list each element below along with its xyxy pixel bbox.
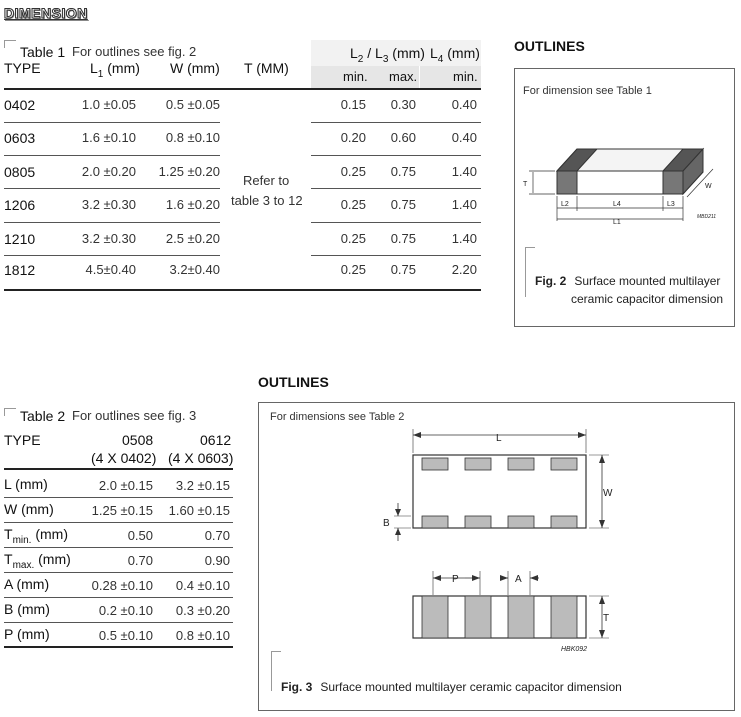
table2-row-name: B (mm) <box>4 601 50 617</box>
table1-header-max: max. <box>389 69 418 84</box>
fig2-label-t: T <box>523 181 528 188</box>
table1-header-t: T (MM) <box>244 60 289 76</box>
table1-cell-l2min: 0.25 <box>340 197 366 212</box>
table1-cell-w: 0.8 ±0.10 <box>165 130 220 145</box>
fig3-label-b: B <box>383 518 390 529</box>
table1-row-rule <box>4 222 220 223</box>
outlines1-title: OUTLINES <box>514 38 585 54</box>
table1-cell-type: 0402 <box>4 97 36 113</box>
fig2-label-w: W <box>705 183 712 190</box>
table2-row-rule <box>4 522 233 523</box>
table2-note: For outlines see fig. 3 <box>72 408 197 423</box>
page-heading: DIMENSION <box>4 5 88 21</box>
table1-cell-type: 1812 <box>4 262 36 278</box>
table1-row-rule <box>4 188 220 189</box>
table2-cell-v2: 0.3 ±0.20 <box>175 603 230 618</box>
table1-header-l2l3: $L_2 / L_3$ (mm) <box>350 45 425 65</box>
table2-header-col2-1: 0612 <box>200 432 232 448</box>
table1-cell-type: 0603 <box>4 130 36 146</box>
table2-header-col1-2: (4 X 0402) <box>91 450 157 466</box>
table1-row-rule <box>311 255 481 256</box>
fig2-bracket <box>525 247 535 297</box>
table1-cell-l2min: 0.25 <box>340 231 366 246</box>
table1-row-rule <box>311 122 481 123</box>
table1-cell-l2min: 0.25 <box>340 164 366 179</box>
table2-cell-v2: 0.4 ±0.10 <box>175 578 230 593</box>
fig2-caption-text-1: Surface mounted multilayer <box>574 274 721 288</box>
table1-header-type: TYPE <box>4 60 41 76</box>
fig3-label-p: P <box>452 574 459 585</box>
table1-header-min: min. <box>343 69 368 84</box>
table1-header-rule <box>4 88 481 90</box>
fig3-note: For dimensions see Table 2 <box>270 411 405 423</box>
table1-cell-l2max: 0.30 <box>390 97 416 112</box>
fig3-label-a: A <box>515 574 522 585</box>
table1-row-rule <box>4 155 220 156</box>
table1-cell-l2min: 0.15 <box>340 97 366 112</box>
fig3-label-w: W <box>603 488 613 499</box>
fig3-bracket <box>271 651 281 691</box>
table1-row-rule <box>311 188 481 189</box>
table1-cell-l1: 3.2 ±0.30 <box>81 231 136 246</box>
table1-bottom-rule <box>4 289 481 291</box>
table1-cell-w: 1.6 ±0.20 <box>165 197 220 212</box>
table1-cell-l2max: 0.75 <box>390 231 416 246</box>
table1-cell-l2max: 0.60 <box>390 130 416 145</box>
table1-cell-type: 1210 <box>4 231 36 247</box>
table1-cell-l2max: 0.75 <box>390 197 416 212</box>
table2-cell-v2: 0.90 <box>204 553 230 568</box>
table2-cell-v2: 3.2 ±0.15 <box>175 478 230 493</box>
fig3-array-drawing <box>259 403 736 712</box>
table1-cell-type: 0805 <box>4 164 36 180</box>
table2-header-col2-2: (4 X 0603) <box>168 450 234 466</box>
table2-row-rule <box>4 497 233 498</box>
table1-cell-w: 0.5 ±0.05 <box>165 97 220 112</box>
table1-cell-l1: 1.6 ±0.10 <box>81 130 136 145</box>
table1-cell-l4min: 1.40 <box>451 231 477 246</box>
table1-cell-l2max: 0.75 <box>390 164 416 179</box>
fig3-box <box>258 402 735 711</box>
table1-cell-type: 1206 <box>4 197 36 213</box>
table2-row-rule <box>4 597 233 598</box>
fig2-label-l1: L1 <box>613 219 621 226</box>
fig2-box <box>514 68 735 327</box>
table2-row-name: P (mm) <box>4 626 50 642</box>
table2-row-rule <box>4 547 233 548</box>
fig2-label-l2: L2 <box>561 201 569 208</box>
table2-row-name: W (mm) <box>4 501 54 517</box>
outlines2-title: OUTLINES <box>258 374 329 390</box>
table2-cell-v1: 0.50 <box>127 528 153 543</box>
table2-cell-v1: 0.70 <box>127 553 153 568</box>
table1-cell-l2min: 0.20 <box>340 130 366 145</box>
fig2-caption-1 <box>535 274 720 288</box>
fig3-code: HBK092 <box>561 646 588 653</box>
table2-row-name: A (mm) <box>4 576 50 592</box>
table1-row-rule <box>311 222 481 223</box>
fig3-label: Fig. 3 <box>281 680 313 694</box>
table1-header-l4: $L_4$ (mm) <box>430 45 480 65</box>
fig2-capacitor-drawing <box>515 69 736 328</box>
table2-cell-v1: 0.2 ±0.10 <box>98 603 153 618</box>
table1-t-note-1: Refer to <box>243 173 290 188</box>
table1-header-l4min: min. <box>453 69 478 84</box>
table2-row-rule <box>4 572 233 573</box>
table1-cell-l2min: 0.25 <box>340 262 366 277</box>
fig3-label-t: T <box>603 613 610 624</box>
table2-cell-v2: 1.60 ±0.15 <box>168 503 230 518</box>
table2-row-rule <box>4 622 233 623</box>
table2-cell-v1: 1.25 ±0.15 <box>91 503 153 518</box>
fig2-code: MBD211 <box>697 214 717 220</box>
table2-cell-v2: 0.70 <box>204 528 230 543</box>
fig2-caption-2: ceramic capacitor dimension <box>571 292 724 306</box>
table1-row-rule <box>4 122 220 123</box>
table1-cell-l4min: 2.20 <box>451 262 477 277</box>
table1-cell-l4min: 0.40 <box>451 97 477 112</box>
fig3-label-l: L <box>496 433 502 444</box>
table1-cell-l1: 3.2 ±0.30 <box>81 197 136 212</box>
table1-cell-l1: 1.0 ±0.05 <box>81 97 136 112</box>
fig3-caption <box>281 680 622 694</box>
table1-header-l1: $L_1$ (mm) <box>90 60 140 80</box>
table1-cell-l4min: 0.40 <box>451 130 477 145</box>
table1-cell-l1: 2.0 ±0.20 <box>81 164 136 179</box>
table1-cell-l4min: 1.40 <box>451 197 477 212</box>
table2-header-type: TYPE <box>4 432 41 448</box>
table1-cell-w: 1.25 ±0.20 <box>158 164 220 179</box>
fig2-label: Fig. 2 <box>535 274 567 288</box>
fig2-label-l3: L3 <box>667 201 675 208</box>
table2-row-name: $T_{min.}$ (mm) <box>4 526 69 546</box>
table2-header-rule <box>4 468 233 470</box>
table2-row-name: L (mm) <box>4 476 48 492</box>
table1-cell-w: 2.5 ±0.20 <box>165 231 220 246</box>
table1-t-note-2: table 3 to 12 <box>231 193 303 208</box>
table1-label: Table 1 <box>20 44 66 60</box>
table2-label: Table 2 <box>20 408 66 424</box>
table1-cell-l1: 4.5±0.40 <box>85 262 136 277</box>
table2-row-name: $T_{max.}$ (mm) <box>4 551 71 571</box>
table2-cell-v1: 0.28 ±0.10 <box>91 578 153 593</box>
table1-cell-w: 3.2±0.40 <box>169 262 220 277</box>
table2-bracket <box>4 408 16 416</box>
table1-note: For outlines see fig. 2 <box>72 44 197 59</box>
table2-header-col1-1: 0508 <box>122 432 154 448</box>
table2-cell-v2: 0.8 ±0.10 <box>175 628 230 643</box>
fig2-label-l4: L4 <box>613 201 621 208</box>
table1-bracket <box>4 40 16 48</box>
table2-cell-v1: 0.5 ±0.10 <box>98 628 153 643</box>
fig3-caption-text: Surface mounted multilayer ceramic capacitor dimension <box>320 680 622 694</box>
table2-cell-v1: 2.0 ±0.15 <box>98 478 153 493</box>
table1-cell-l4min: 1.40 <box>451 164 477 179</box>
table1-row-rule <box>311 155 481 156</box>
fig2-note: For dimension see Table 1 <box>523 85 652 97</box>
table2-bottom-rule <box>4 646 233 648</box>
table1-row-rule <box>4 255 220 256</box>
table1-header-w: W (mm) <box>170 60 220 76</box>
table1-cell-l2max: 0.75 <box>390 262 416 277</box>
